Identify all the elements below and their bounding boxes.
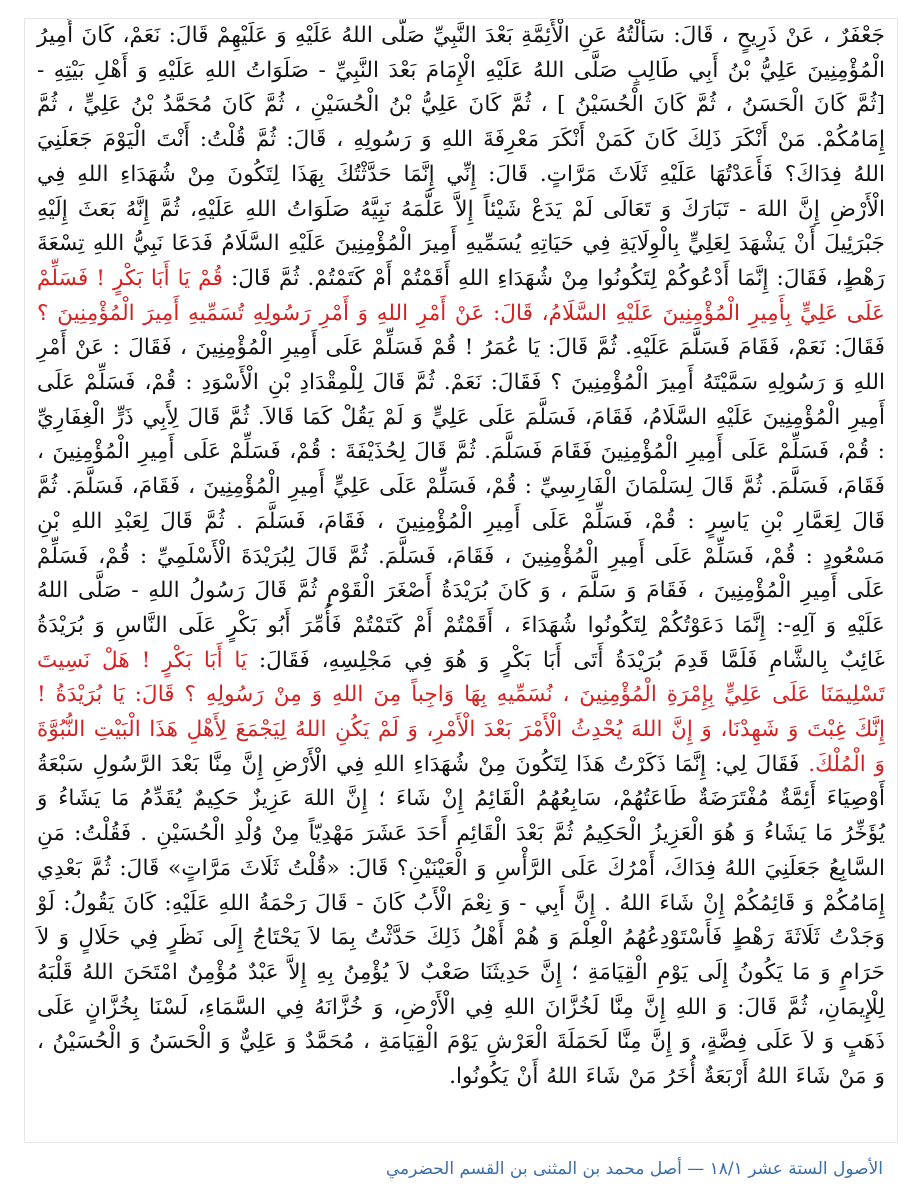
narration-text-part-3: فَقَالَ لِي: إِنَّمَا ذَكَرْتُ هَذَا لِتَكُونَ مِنْ شُهَدَاءِ اللهِ فِي الْأَرْضِ إِنَّ مِنَّا بَعْدَ الرَّسُولِ سَبْعَةُ أَوْصِيَاءَ أَئِمَّةٌ مُفْتَرَضَةٌ طَاعَتُهُمْ، سَابِعُهُمُ الْقَائِمُ إِنْ شَاءَ ؛ إِنَّ اللهَ عَزِيزٌ حَكِيمٌ يُقَدِّمُ مَا يَشَاءُ وَ يُؤَخِّرُ مَا يَشَاءُ وَ هُوَ الْعَزِيزُ الْحَكِيمُ ثُمَّ بَعْدَ الْقَائِمِ أَحَدَ عَشَرَ مَهْدِيّاً مِنْ وُلْدِ الْحُسَيْنِ . فَقُلْتُ: مَنِ السَّابِعُ جَعَلَنِيَ اللهُ فِدَاكَ، أَمْرُكَ عَلَى الرَّأْسِ وَ الْعَيْنَيْنِ؟ قَالَ: «قُلْتُ ثَلَاثَ مَرَّاتٍ» قَالَ: ثُمَّ بَعْدِي إِمَامُكُمْ وَ قَائِمُكُمْ إِنْ شَاءَ اللهُ . إِنَّ أَبِي - وَ نِعْمَ الْأَبُ كَانَ - قَالَ رَحْمَةُ اللهِ عَلَيْهِ: كَانَ يَقُولُ: لَوْ وَجَدْتُ ثَلَاثَةَ رَهْطٍ فَأَسْتَوْدِعُهُمُ الْعِلْمَ وَ هُمْ أَهْلُ ذَلِكَ حَدَّثْتُ بِمَا لاَ يَحْتَاجُ إِلَى نَظَرٍ فِي حَلَالٍ وَ لاَ حَرَامٍ وَ مَا يَكُونُ إِلَى يَوْمِ الْقِيَامَةِ ؛ إِنَّ حَدِيثَنَا صَعْبٌ لاَ يُؤْمِنُ بِهِ إِلاَّ عَبْدٌ مُؤْمِنٌ امْتَحَنَ اللهُ قَلْبَهُ لِلْإِيمَانِ، ثُمَّ قَالَ: وَ اللهِ إِنَّ مِنَّا لَخُزَّانَ اللهِ فِي الْأَرْضِ، وَ خُزَّانَهُ فِي السَّمَاءِ، لَسْنَا بِخُزَّانٍ عَلَى ذَهَبٍ وَ لاَ عَلَى فِضَّةٍ، وَ إِنَّ مِنَّا لَحَمَلَةَ الْعَرْشِ يَوْمَ الْقِيَامَةِ ، مُحَمَّدٌ وَ عَلِيٌّ وَ الْحَسَنُ وَ الْحُسَيْنُ ، وَ مَنْ شَاءَ اللهُ أَرْبَعَةٌ أُخَرُ مَنْ شَاءَ اللهُ أَنْ يَكُونُوا. xyxy=(37,751,885,1090)
highlighted-quote-2: يَا أَبَا بَكْرٍ ! هَلْ نَسِيتَ تَسْلِيمَنَا عَلَى عَلِيٍّ بِإِمْرَةِ الْمُؤْمِنِينَ ، نُسَمِّيهِ بِهَا وَاجِباً مِنَ اللهِ وَ مِنْ رَسُولِهِ ؟ قَالَ: يَا بُرَيْدَةُ ! إِنَّكَ غِبْتَ وَ شَهِدْنَا، وَ إِنَّ اللهَ يُحْدِثُ الْأَمْرَ بَعْدَ الْأَمْرِ، وَ لَمْ يَكُنِ اللهُ لِيَجْمَعَ لِأَهْلِ هَذَا الْبَيْتِ النُّبُوَّةَ وَ الْمُلْكَ. xyxy=(37,647,885,777)
narration-paragraph xyxy=(25,19,897,1095)
narration-text-part-1: جَعْفَرٌ ، عَنْ ذَرِيحٍ ، قَالَ: سَأَلْتُهُ عَنِ الْأَئِمَّةِ بَعْدَ النَّبِيِّ صَلَّى اللهُ عَلَيْهِ وَ عَلَيْهِمْ قَالَ: نَعَمْ، كَانَ أَمِيرُ الْمُؤْمِنِينَ عَلِيُّ بْنُ أَبِي طَالِبٍ صَلَّى اللهُ عَلَيْهِ الْإِمَامَ بَعْدَ النَّبِيِّ - صَلَوَاتُ اللهِ عَلَيْهِ وَ أَهْلِ بَيْتِهِ - [ثُمَّ كَانَ الْحَسَنُ ، ثُمَّ كَانَ الْحُسَيْنُ ] ، ثُمَّ كَانَ عَلِيُّ بْنُ الْحُسَيْنِ ، ثُمَّ كَانَ مُحَمَّدُ بْنُ عَلِيٍّ ، ثُمَّ إِمَامُكُمْ. مَنْ أَنْكَرَ ذَلِكَ كَانَ كَمَنْ أَنْكَرَ مَعْرِفَةَ اللهِ وَ رَسُولِهِ ، قَالَ: ثُمَّ قُلْتُ: أَنْتَ الْيَوْمَ جَعَلَنِيَ اللهُ فِدَاكَ؟ فَأَعَدْتُهَا عَلَيْهِ ثَلَاثَ مَرَّاتٍ. قَالَ: إِنِّي إِنَّمَا حَدَّثْتُكَ بِهَذَا لِتَكُونَ مِنْ شُهَدَاءِ اللهِ فِي الْأَرْضِ إِنَّ اللهَ - تَبَارَكَ وَ تَعَالَى لَمْ يَدَعْ شَيْئاً إِلاَّ عَلَّمَهُ نَبِيَّهُ صَلَوَاتُ اللهِ عَلَيْهِ، ثُمَّ إِنَّهُ بَعَثَ إِلَيْهِ جَبْرَئِيلَ أَنْ يَشْهَدَ لِعَلِيٍّ بِالْوِلَايَةِ فِي حَيَاتِهِ يُسَمِّيهِ أَمِيرَ الْمُؤْمِنِينَ عَلَيْهِ السَّلَامُ فَدَعَا نَبِيُّ اللهِ تِسْعَةَ رَهْطٍ، فَقَالَ: إِنَّمَا أَدْعُوكُمْ لِتَكُونُوا مِنْ شُهَدَاءِ اللهِ أَقَمْتُمْ أَمْ كَتَمْتُمْ. ثُمَّ قَالَ: xyxy=(37,23,886,291)
scanned-page xyxy=(24,18,898,1143)
source-citation: الأصول الستة عشر ١٨/١ — أصل محمد بن المثنى بن القسم الحضرمي xyxy=(385,1159,883,1179)
narration-text-part-2: فَقَالَ: نَعَمْ، فَقَامَ فَسَلَّمَ عَلَيْهِ. ثُمَّ قَالَ: يَا عُمَرُ ! قُمْ فَسَلِّمْ عَلَى أَمِيرِ الْمُؤْمِنِينَ ، فَقَالَ : عَنْ أَمْرِ اللهِ وَ رَسُولِهِ سَمَّيْتَهُ أَمِيرَ الْمُؤْمِنِينَ ؟ فَقَالَ: نَعَمْ. ثُمَّ قَالَ لِلْمِقْدَادِ بْنِ الْأَسْوَدِ : قُمْ، فَسَلِّمْ عَلَى أَمِيرِ الْمُؤْمِنِينَ عَلَيْهِ السَّلَامُ، فَقَامَ، فَسَلَّمَ عَلَى عَلِيٍّ وَ لَمْ يَقُلْ كَمَا قَالاَ. ثُمَّ قَالَ لِأَبِي ذَرٍّ الْغِفَارِيِّ : قُمْ، فَسَلِّمْ عَلَى أَمِيرِ الْمُؤْمِنِينَ فَقَامَ فَسَلَّمَ. ثُمَّ قَالَ لِحُذَيْفَةَ : قُمْ، فَسَلِّمْ عَلَى أَمِيرِ الْمُؤْمِنِينَ ، فَقَامَ، فَسَلَّمَ. ثُمَّ قَالَ لِسَلْمَانَ الْفَارِسِيِّ : قُمْ، فَسَلِّمْ عَلَى عَلِيٍّ أَمِيرِ الْمُؤْمِنِينَ ، فَقَامَ، فَسَلَّمَ. ثُمَّ قَالَ لِعَمَّارِ بْنِ يَاسِرٍ : قُمْ، فَسَلِّمْ عَلَى أَمِيرِ الْمُؤْمِنِينَ ، فَقَامَ، فَسَلَّمَ . ثُمَّ قَالَ لِعَبْدِ اللهِ بْنِ مَسْعُودٍ : قُمْ، فَسَلِّمْ عَلَى أَمِيرِ الْمُؤْمِنِينَ ، فَقَامَ، فَسَلَّمَ. ثُمَّ قَالَ لِبُرَيْدَةَ الْأَسْلَمِيِّ : قُمْ، فَسَلِّمْ عَلَى أَمِيرِ الْمُؤْمِنِينَ ، فَقَامَ وَ سَلَّمَ ، وَ كَانَ بُرَيْدَةُ أَصْغَرَ الْقَوْمِ ثُمَّ قَالَ رَسُولُ اللهِ - صَلَّى اللهُ عَلَيْهِ وَ آلِهِ-: إِنَّمَا دَعَوْتُكُمْ لِتَكُونُوا شُهَدَاءَ ، أَقَمْتُمْ أَمْ كَتَمْتُمْ فَأُمِّرَ أَبُو بَكْرٍ عَلَى النَّاسِ وَ بُرَيْدَةُ غَائِبٌ بِالشَّامِ فَلَمَّا قَدِمَ بُرَيْدَةُ أَتَى أَبَا بَكْرٍ وَ هُوَ فِي مَجْلِسِهِ، فَقَالَ: xyxy=(37,335,885,673)
highlighted-quote-1: قُمْ يَا أَبَا بَكْرٍ ! فَسَلِّمْ عَلَى عَلِيٍّ بِأَمِيرِ الْمُؤْمِنِينَ عَلَيْهِ السَّلَامُ، قَالَ: عَنْ أَمْرِ اللهِ وَ أَمْرِ رَسُولِهِ تُسَمِّيهِ أَمِيرَ الْمُؤْمِنِينَ ؟ xyxy=(37,265,885,326)
